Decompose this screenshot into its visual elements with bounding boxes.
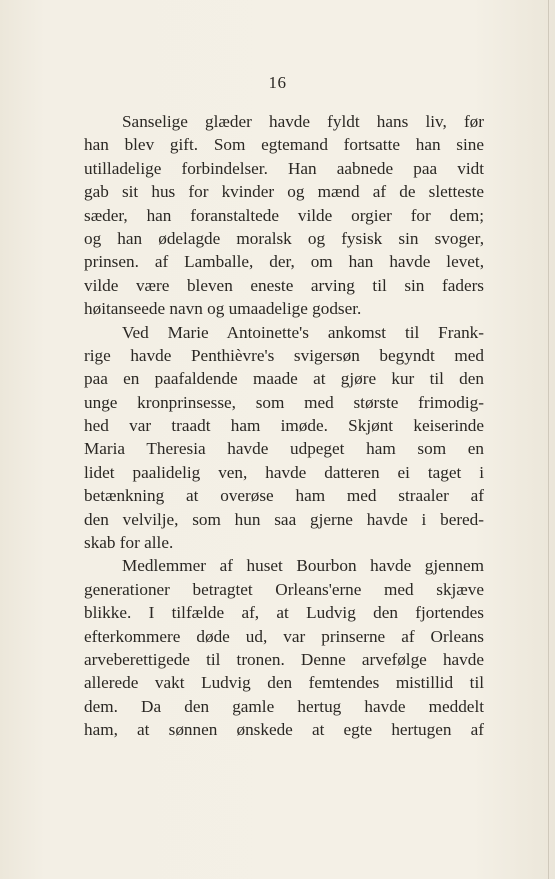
text-line: arveberettigede til tronen. Denne arvefølge havde	[84, 649, 484, 669]
text-line: prinsen. af Lamballe, der, om han havde levet,	[84, 252, 484, 272]
text-line: Ved Marie Antoinette's ankomst til Frank-	[122, 322, 484, 342]
text-line: betænkning at overøse ham med straaler af	[84, 486, 484, 506]
text-line: gab sit hus for kvinder og mænd af de sletteste	[84, 182, 484, 202]
text-line: ham, at sønnen ønskede at egte hertugen af	[84, 720, 484, 740]
text-line: allerede vakt Ludvig den femtendes mistillid til	[84, 673, 484, 693]
text-line: rige havde Penthièvre's svigersøn begyndt med	[84, 345, 484, 365]
page-number: 16	[268, 73, 287, 92]
text-line: og han ødelagde moralsk og fysisk sin svoger,	[84, 228, 484, 248]
text-line: sæder, han foranstaltede vilde orgier for dem;	[84, 205, 484, 225]
page-edge	[548, 0, 549, 879]
text-line: dem. Da den gamle hertug havde meddelt	[84, 696, 484, 716]
text-line: hed var traadt ham imøde. Skjønt keiserinde	[84, 416, 484, 436]
text-line: efterkommere døde ud, var prinserne af Orleans	[84, 626, 484, 646]
text-line: høitanseede navn og umaadelige godser.	[84, 299, 362, 319]
text-line: Sanselige glæder havde fyldt hans liv, før	[122, 112, 484, 131]
text-line: blikke. I tilfælde af, at Ludvig den fjortendes	[84, 603, 484, 623]
body-text	[84, 110, 484, 742]
text-line: unge kronprinsesse, som med største frimodig-	[84, 392, 484, 412]
text-line: den velvilje, som hun saa gjerne havde i bered-	[84, 509, 484, 529]
text-line: Medlemmer af huset Bourbon havde gjennem	[122, 556, 484, 576]
text-line: skab for alle.	[84, 533, 174, 553]
text-line: paa en paafaldende maade at gjøre kur til den	[84, 369, 484, 389]
text-line: Maria Theresia havde udpeget ham som en	[84, 439, 484, 459]
text-line: utilladelige forbindelser. Han aabnede paa vidt	[84, 158, 484, 178]
text-line: generationer betragtet Orleans'erne med skjæve	[84, 579, 484, 599]
text-line: vilde være bleven eneste arving til sin faders	[84, 275, 484, 295]
text-line: han blev gift. Som egtemand fortsatte han sine	[84, 135, 484, 155]
text-line: lidet paalidelig ven, havde datteren ei taget i	[84, 462, 484, 482]
